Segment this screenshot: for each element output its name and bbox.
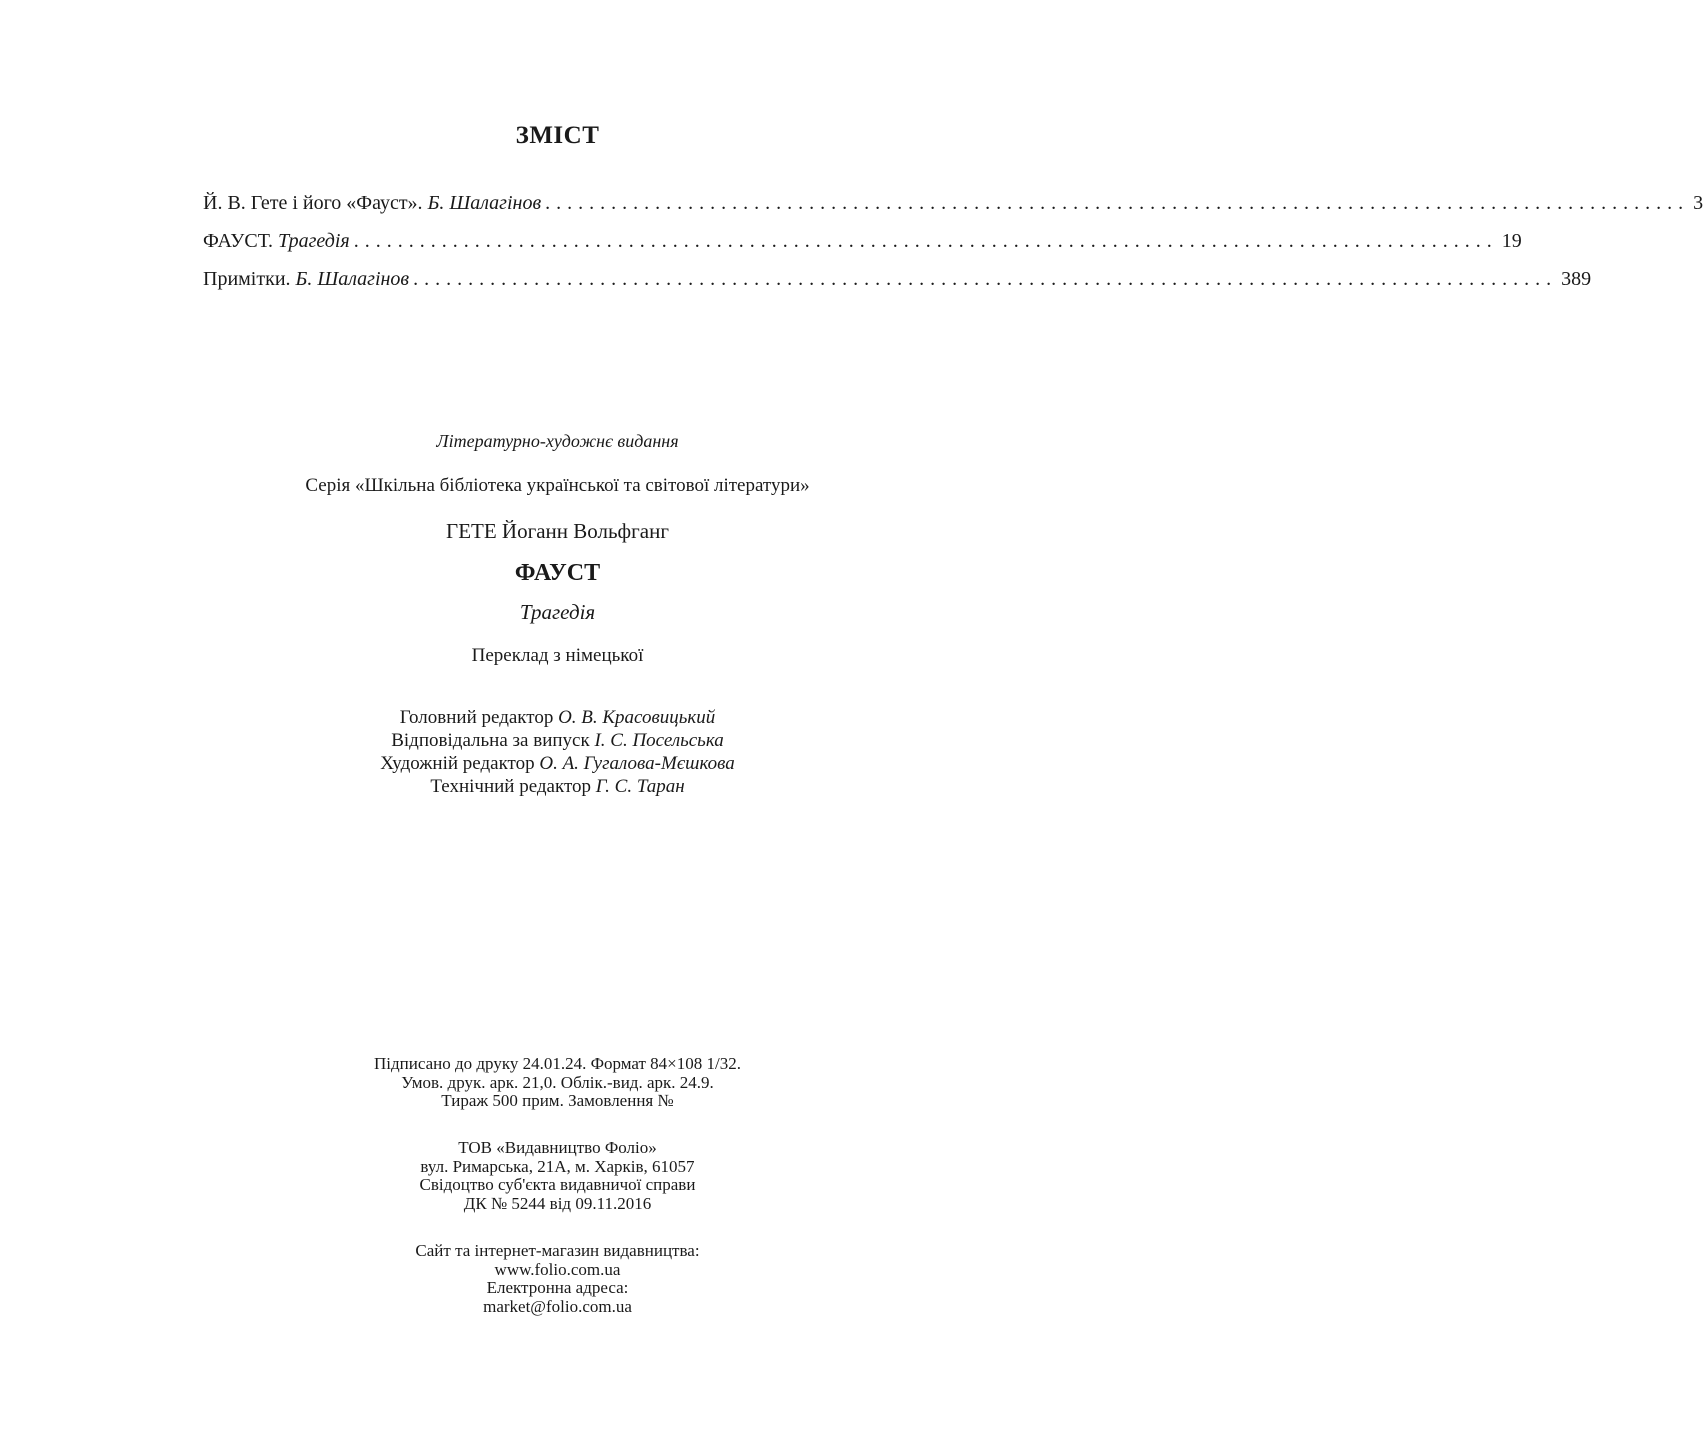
website-link[interactable]: www.folio.com.ua xyxy=(494,1259,621,1279)
imprint-line: Умов. друк. арк. 21,0. Облік.-вид. арк. 24.9. xyxy=(401,1072,714,1092)
imprint-line: Тираж 500 прим. Замовлення № xyxy=(441,1091,674,1110)
book-subtitle: Трагедія xyxy=(519,600,596,624)
toc-leader-dots: ........................................................................................................ xyxy=(413,268,1558,290)
toc-page-number: 19 xyxy=(1501,230,1522,252)
imprint-line: Сайт та інтернет-магазин видавництва: xyxy=(415,1241,700,1260)
imprint-line: Свідоцтво суб'єкта видавничої справи xyxy=(419,1175,696,1194)
toc-leader-dots: ........................................................................................................ xyxy=(353,230,1498,252)
toc-entry[interactable] xyxy=(203,192,1703,230)
table-of-contents xyxy=(203,192,1703,306)
toc-page-number: 389 xyxy=(1561,268,1592,290)
credit-line: Відповідальна за випуск І. С. Посельська xyxy=(391,730,724,751)
toc-entry-title: Примітки. Б. Шалагінов xyxy=(203,268,410,290)
series-label: Серія «Шкільна бібліотека української та світової літератури» xyxy=(305,475,810,496)
genre-label: Літературно-художнє видання xyxy=(436,431,679,451)
toc-entry-title: Й. В. Гете і його «Фауст». Б. Шалагінов xyxy=(203,192,542,214)
publisher-details xyxy=(0,1139,1115,1213)
imprint-line: Електронна адреса: xyxy=(486,1278,629,1297)
book-title: ФАУСТ xyxy=(514,560,601,586)
toc-title: ЗМІСТ xyxy=(515,122,600,149)
imprint-line: ТОВ «Видавництво Фоліо» xyxy=(458,1138,657,1157)
author-name: ГЕТЕ Йоганн Вольфганг xyxy=(446,519,669,543)
toc-entry-title: ФАУСТ. Трагедія xyxy=(203,230,350,252)
credit-line: Головний редактор О. В. Красовицький xyxy=(399,707,716,728)
contact-details xyxy=(0,1242,1115,1316)
print-details xyxy=(0,1055,1115,1111)
translation-note: Переклад з німецької xyxy=(471,645,644,666)
toc-entry[interactable] xyxy=(203,230,1522,268)
imprint-line: ДК № 5244 від 09.11.2016 xyxy=(463,1193,652,1213)
imprint-line: Підписано до друку 24.01.24. Формат 84×108 1/32. xyxy=(374,1054,741,1073)
editorial-credits xyxy=(0,706,1115,798)
toc-leader-dots: ........................................................................................................ xyxy=(545,192,1690,214)
imprint-line: вул. Римарська, 21А, м. Харків, 61057 xyxy=(420,1156,695,1176)
toc-page-number: 3 xyxy=(1693,192,1703,214)
email-link[interactable]: market@folio.com.ua xyxy=(483,1296,632,1316)
credit-line: Технічний редактор Г. С. Таран xyxy=(430,776,685,797)
credit-line: Художній редактор О. А. Гугалова-Мєшкова xyxy=(380,753,735,774)
toc-entry[interactable] xyxy=(203,268,1592,306)
